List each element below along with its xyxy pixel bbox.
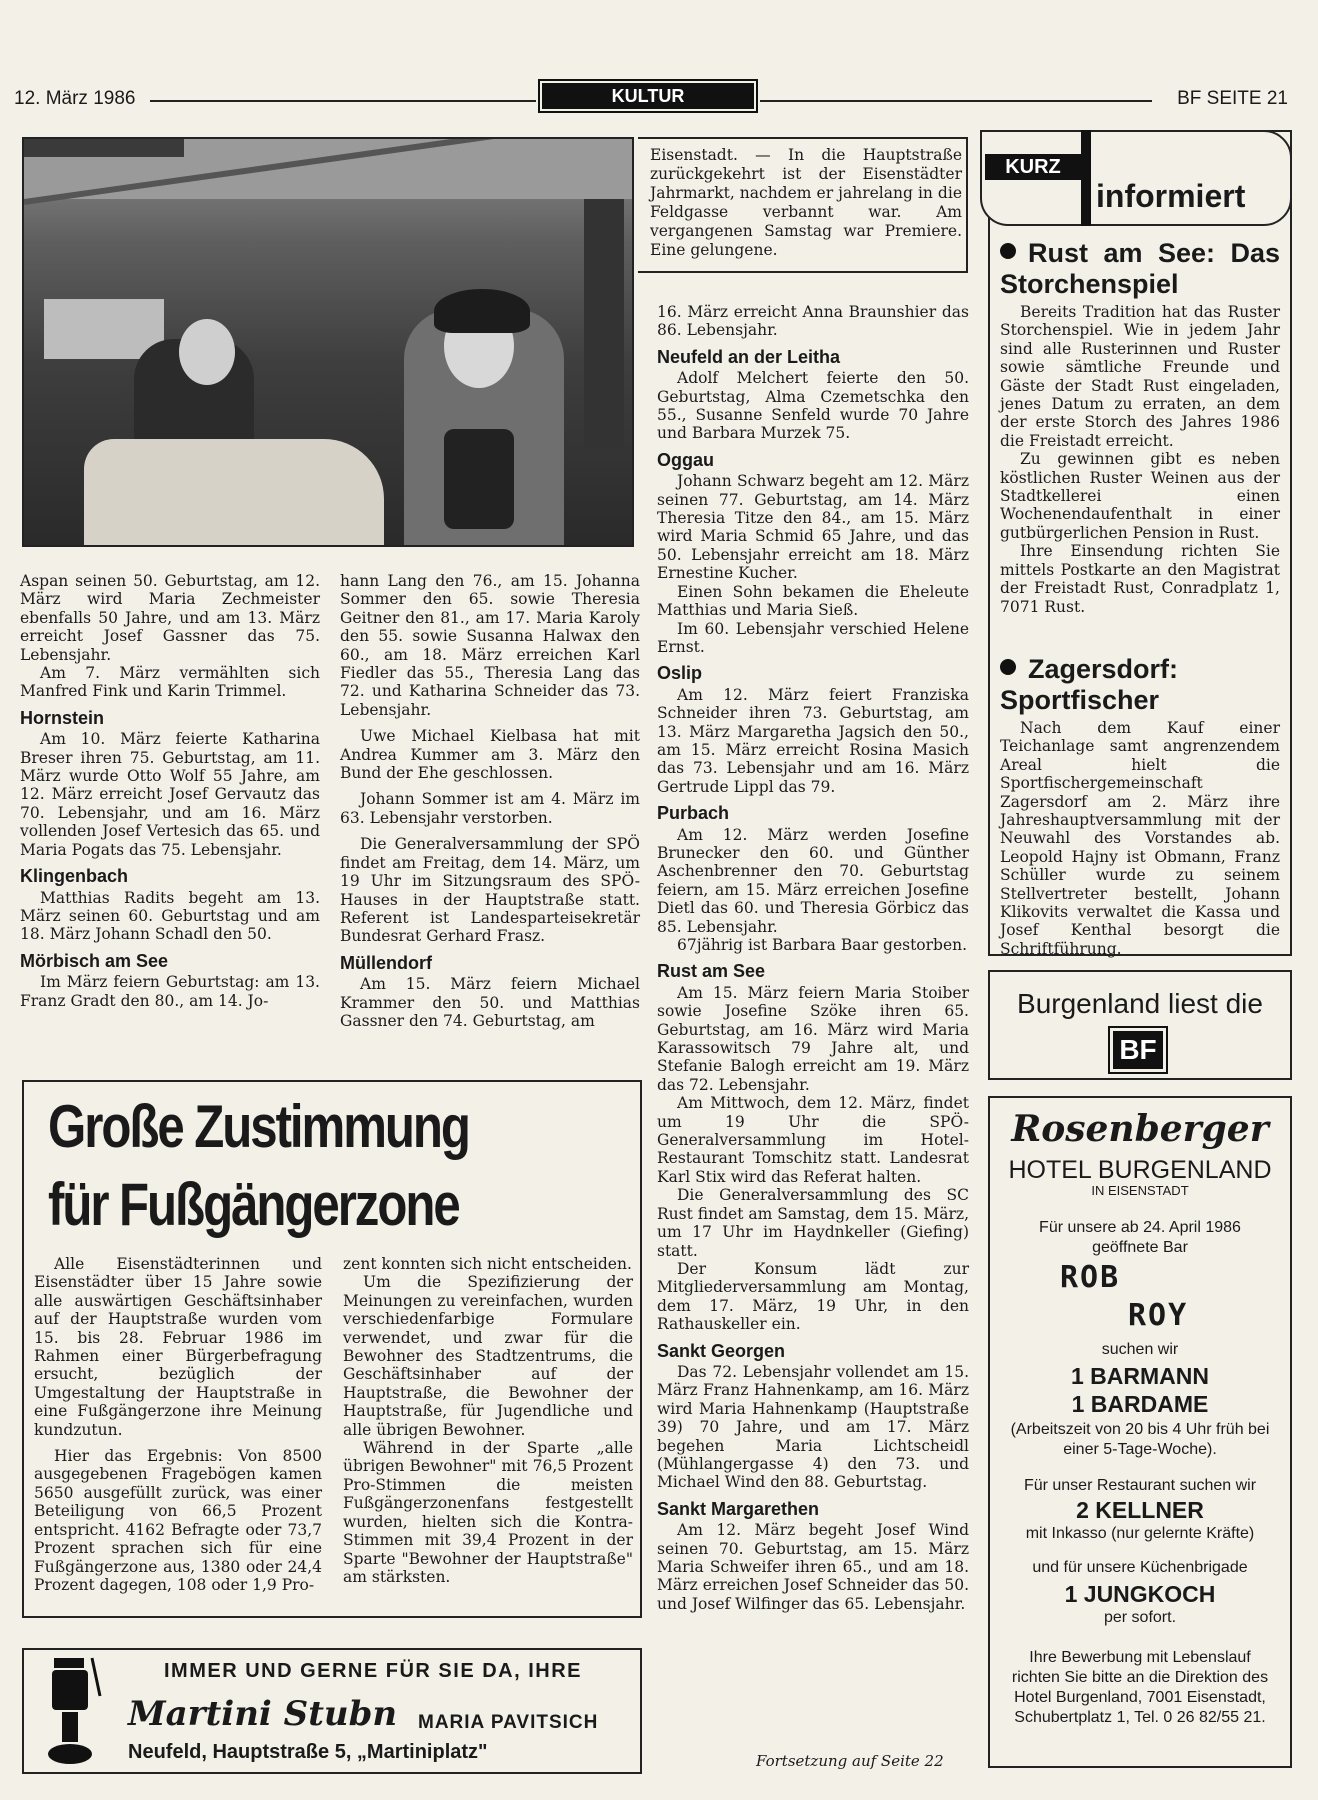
heading-purbach: Purbach [657,803,730,824]
header-rule-right [760,100,1152,102]
hotel-brand: Rosenberger [1011,1108,1269,1150]
paragraph: Einen Sohn bekamen die Eheleute Matthias und Maria Sieß. [657,582,969,620]
paragraph: Johann Schwarz begeht am 12. März seinen 77. Geburtstag, am 14. März Theresia Titze den 84., am 15. März wird Maria Schmid 65 Jahre, und das 50. Lebensjahr erreicht am 18. März Ernestine Kucher. [657,472,969,583]
paragraph: Ihre Einsendung richten Sie mittels Postkarte an den Magistrat der Freistadt Rust, Conradplatz 1, 7071 Rust. [1000,542,1280,616]
kurz-tag: KURZ [985,154,1081,180]
application-text: Ihre Bewerbung mit Lebenslauf richten Sie bitte an die Direktion des Hotel Burgenland, 7001 Eisenstadt, Schubertplatz 1, Tel. 0 26 82/55 21. [1011,1649,1269,1726]
heading-oslip: Oslip [657,663,703,684]
heading-sankt-margarethen: Sankt Margarethen [657,1498,820,1519]
kurz-heading-zagersdorf [1000,654,1280,716]
bar-opening-line-2: geöffnete Bar [1092,1239,1188,1256]
heading-sankt-georgen: Sankt Georgen [657,1340,786,1361]
kitchen-text: und für unsere Küchenbrigade [1032,1559,1248,1576]
headline-line-1: Große Zustimmung [48,1093,469,1160]
paragraph: Im März feiern Geburtstag: am 13. Franz Gradt den 80., am 14. Jo- [20,973,320,1010]
bf-logo [1108,1026,1168,1074]
story-column-1 [34,1255,322,1594]
market-photo [22,137,634,547]
paragraph: Matthias Radits begeht am 13. März seinen 60. Geburtstag und am 18. März Johann Schadl den 50. [20,888,320,944]
kurz-item-rust [1000,238,1280,616]
headline-line-2: für Fußgängerzone [48,1171,459,1238]
job-bardame: 1 BARDAME [1071,1391,1209,1417]
paragraph: Adolf Melchert feierte den 50. Geburtstag, Alma Czemetschka den 55., Susanne Senfeld wurde 70 Jahre und Barbara Murzek 75. [657,369,969,443]
paragraph: Während in der Sparte „alle übrigen Bewohner" mit 76,5 Prozent Pro-Stimmen die meisten Fußgängerzonenfans festgestellt wurden, hielten sich die Kontra-Stimmen mit 39,4 Prozent in der Sparte "Bewohner der Hauptstraße" am stärksten. [343,1439,633,1586]
kurz-heading-rust [1000,238,1280,300]
paragraph: Am 12. März feiert Franziska Schneider ihren 73. Geburtstag, am 13. März Margaretha Jagsich den 50., am 15. März erreicht Rosina Masich das 73. Lebensjahr und am 16. März Gertrude Lippl das 79. [657,685,969,796]
paragraph: Hier das Ergebnis: Von 8500 ausgegebenen Fragebögen kamen 5650 ausgefüllt zurück, was einer Beteiligung von 66,5 Prozent entspricht. 4162 Befragte oder 73,7 Prozent sprachen sich für eine Fußgängerzone aus, 1380 oder 24,4 Prozent dagegen, 108 oder 1,9 Pro- [34,1447,322,1594]
sofort-text: per sofort. [1103,1609,1177,1626]
restaurant-text: Für unser Restaurant suchen wir [1023,1477,1257,1494]
paragraph: Am 7. März vermählten sich Manfred Fink und Karin Trimmel. [20,664,320,701]
bar-opening [988,1218,1292,1258]
photo-caption: Eisenstadt. — In die Hauptstraße zurückgekehrt ist der Eisenstädter Jahrmarkt, nachdem er jahrelang in die Feldgasse verbannt war. Am vergangenen Samstag war Premiere. Eine gelungene. [650,146,962,259]
bar-opening-line-1: Für unsere ab 24. April 1986 [1039,1219,1241,1236]
cocktail-glass-icon [44,1656,104,1768]
kurz-title: informiert [1096,178,1246,214]
paragraph: Am 15. März feiern Maria Stoiber sowie Josefine Szöke ihren 65. Geburtstag, am 16. März wird Maria Karassowitsch 79 Jahre alt, und Stefanie Balogh erreicht am 19. März das 72. Lebensjahr. [657,983,969,1094]
kurz-heading-rust-text: Rust am See: Das Storchenspiel [1000,238,1280,299]
issue-date: 12. März 1986 [14,88,136,109]
paragraph: Aspan seinen 50. Geburtstag, am 12. März wird Maria Zechmeister ebenfalls 50 Jahre, und am 13. März erreicht Josef Gassner das 75. Lebensjahr. [20,572,320,664]
paragraph: Am 15. März feiern Michael Krammer den 50. und Matthias Gassner den 74. Geburtstag, am [340,975,640,1030]
job-kellner: 2 KELLNER [1076,1497,1204,1523]
continued-note: Fortsetzung auf Seite 22 [756,1752,944,1770]
bar-name-line-2: ROY [1128,1298,1189,1333]
job-barmann: 1 BARMANN [1071,1363,1209,1389]
bullet-icon [1000,659,1016,675]
bf-logo-text: BF [1113,1031,1163,1069]
story-headline [48,1088,524,1244]
page-number: BF SEITE 21 [1177,88,1288,109]
bf-promo-text: Burgenland liest die [1017,988,1263,1019]
ad-brand: Martini Stubn [128,1694,398,1734]
ad-address: Neufeld, Hauptstraße 5, „Martiniplatz" [128,1741,488,1763]
hotel-name: HOTEL BURGENLAND [1008,1156,1272,1184]
heading-klingenbach: Klingenbach [20,866,129,887]
heading-hornstein: Hornstein [20,707,105,728]
paragraph: Die Generalversammlung des SC Rust findet am Samstag, dem 15. März, um 17 Uhr im Haydnkeller (Giefing) statt. [657,1186,969,1260]
paragraph: Der Konsum lädt zur Mitgliederversammlung am Montag, dem 17. März, 19 Uhr, in den Rathauskeller ein. [657,1259,969,1334]
ad-tagline: IMMER UND GERNE FÜR SIE DA, IHRE [163,1660,583,1682]
heading-muellendorf: Müllendorf [340,952,432,973]
paragraph: Alle Eisenstädterinnen und Eisenstädter über 15 Jahre sowie alle auswärtigen Geschäftsinhaber auf der Hauptstraße wurden vom 15. bis 28. Februar 1986 im Rahmen einer Bürgerbefragung ersucht, bezüglich der Umgestaltung der Hauptstraße in eine Fußgängerzone ihre Meinung kundzutun. [34,1255,322,1439]
paragraph: Im 60. Lebensjahr verschied Helene Ernst. [657,619,969,656]
paragraph: Die Generalversammlung der SPÖ findet am Freitag, dem 14. März, um 19 Uhr im Sitzungsraum des SPÖ-Hauses in der Hauptstraße statt. Referent ist Landesparteisekretär Bundesrat Gerhard Frasz. [340,835,640,946]
news-column-2 [340,572,640,1030]
paragraph: Zu gewinnen gibt es neben köstlichen Ruster Weinen aus der Stadtkellerei einen Wochenendaufenthalt in einer gutbürgerlichen Pension in Rust. [1000,450,1280,542]
section-label-text: KULTUR [542,83,754,109]
inkasso-text: mit Inkasso (nur gelernte Kräfte) [1025,1525,1255,1542]
bullet-icon [1000,243,1016,259]
kurz-heading-zagersdorf-text: Zagersdorf: Sportfischer [1000,654,1179,715]
heading-moerbisch: Mörbisch am See [20,950,169,971]
header-rule-left [150,100,536,102]
heading-neufeld: Neufeld an der Leitha [657,346,841,367]
paragraph: Am 12. März werden Josefine Brunecker den 60. und Günther Aschenbrenner den 70. Geburtstag feiern, am 15. März erreichen Josefine Dietl das 60. und Theresia Görbicz das 85. Lebensjahr. [657,825,969,936]
paragraph: 67jährig ist Barbara Baar gestorben. [677,936,968,954]
paragraph: Um die Spezifizierung der Meinungen zu vereinfachen, wurden verschiedenfarbige Formulare verwendet, und zwar für die Bewohner des Stadtzentrums, die Geschäftsinhaber auf der Hauptstraße, die Bewohner der Hauptstraße, für Jugendliche und alle übrigen Bewohner. [343,1273,633,1439]
heading-rust: Rust am See [657,961,766,982]
kurz-bar [1081,130,1091,226]
paragraph: Am 10. März feierte Katharina Breser ihren 75. Geburtstag, am 11. März wurde Otto Wolf 55 Jahre, am 12. März erreicht Josef Gervautz das 70. Lebensjahr, und am 16. März vollenden Josef Vertesich das 65. und Maria Pogats das 75. Lebensjahr. [20,730,320,859]
paragraph: hann Lang den 76., am 15. Johanna Sommer den 65. sowie Theresia Geitner den 81., am 17. Maria Karoly den 55. sowie Susanna Halwax den 60., am 18. März erreichen Karl Fiedler das 55., Theresia Lang das 72. und Katharina Schneider das 73. Lebensjahr. [340,572,640,719]
paragraph: 16. März erreicht Anna Braunshier das 86. Lebensjahr. [657,303,969,340]
bar-name-line-1: ROB [1060,1260,1121,1295]
story-column-2 [343,1255,633,1586]
hotel-location: IN EISENSTADT [1091,1183,1189,1198]
paragraph: Uwe Michael Kielbasa hat mit Andrea Kummer am 3. März den Bund der Ehe geschlossen. [340,727,640,783]
job-jungkoch: 1 JUNGKOCH [1064,1581,1216,1607]
ad-owner: MARIA PAVITSICH [418,1712,599,1733]
paragraph: Johann Sommer ist am 4. März im 63. Lebensjahr verstorben. [340,790,640,827]
paragraph: Am Mittwoch, dem 12. März, findet um 19 Uhr die SPÖ-Generalversammlung im Hotel-Restaurant Tomschitz statt. Landesrat Karl Stix wird das Referat halten. [657,1094,969,1186]
work-hours: (Arbeitszeit von 20 bis 4 Uhr früh bei einer 5-Tage-Woche). [1010,1421,1270,1458]
heading-oggau: Oggau [657,449,714,470]
paragraph: Bereits Tradition hat das Ruster Storchenspiel. Wie in jedem Jahr sind alle Rusterinnen und Ruster sowie sämtliche Freunde und Gäste der Stadt Rust eingeladen, jenes Datum zu erraten, an dem der erste Storch des Jahres 1986 die Freistadt erreicht. [1000,303,1280,450]
paragraph: Am 12. März begeht Josef Wind seinen 70. Geburtstag, am 15. März Maria Schweifer ihren 65., und am 18. März erreichen Josef Schneider das 50. und Josef Wilfinger das 65. Lebensjahr. [657,1521,969,1613]
news-column-1 [20,572,320,1010]
section-label [538,79,758,113]
paragraph: Das 72. Lebensjahr vollendet am 15. März Franz Hahnenkamp, am 16. März wird Maria Hahnenkamp (Hauptstraße 39) 70 Jahre, und am 17. März begehen Maria Lichtscheidl (Mühlangergasse 4) den 73. und Michael Wind den 88. Geburtstag. [657,1362,969,1492]
seek-text: suchen wir [1101,1341,1179,1358]
kurz-item-zagersdorf [1000,654,1280,958]
news-column-3 [657,303,969,1613]
paragraph: Nach dem Kauf einer Teichanlage samt angrenzendem Areal hielt die Sportfischergemeinschaft Zagersdorf am 2. März ihre Jahreshauptversammlung mit der Neuwahl des Vorstandes ab. Leopold Hajny ist Obmann, Franz Schüller wurde zu seinem Stellvertreter bestellt, Johann Klikovits verwaltet die Kassa und Josef Kenthal besorgt die Schriftführung. [1000,719,1280,958]
paragraph: zent konnten sich nicht entscheiden. [343,1255,632,1273]
